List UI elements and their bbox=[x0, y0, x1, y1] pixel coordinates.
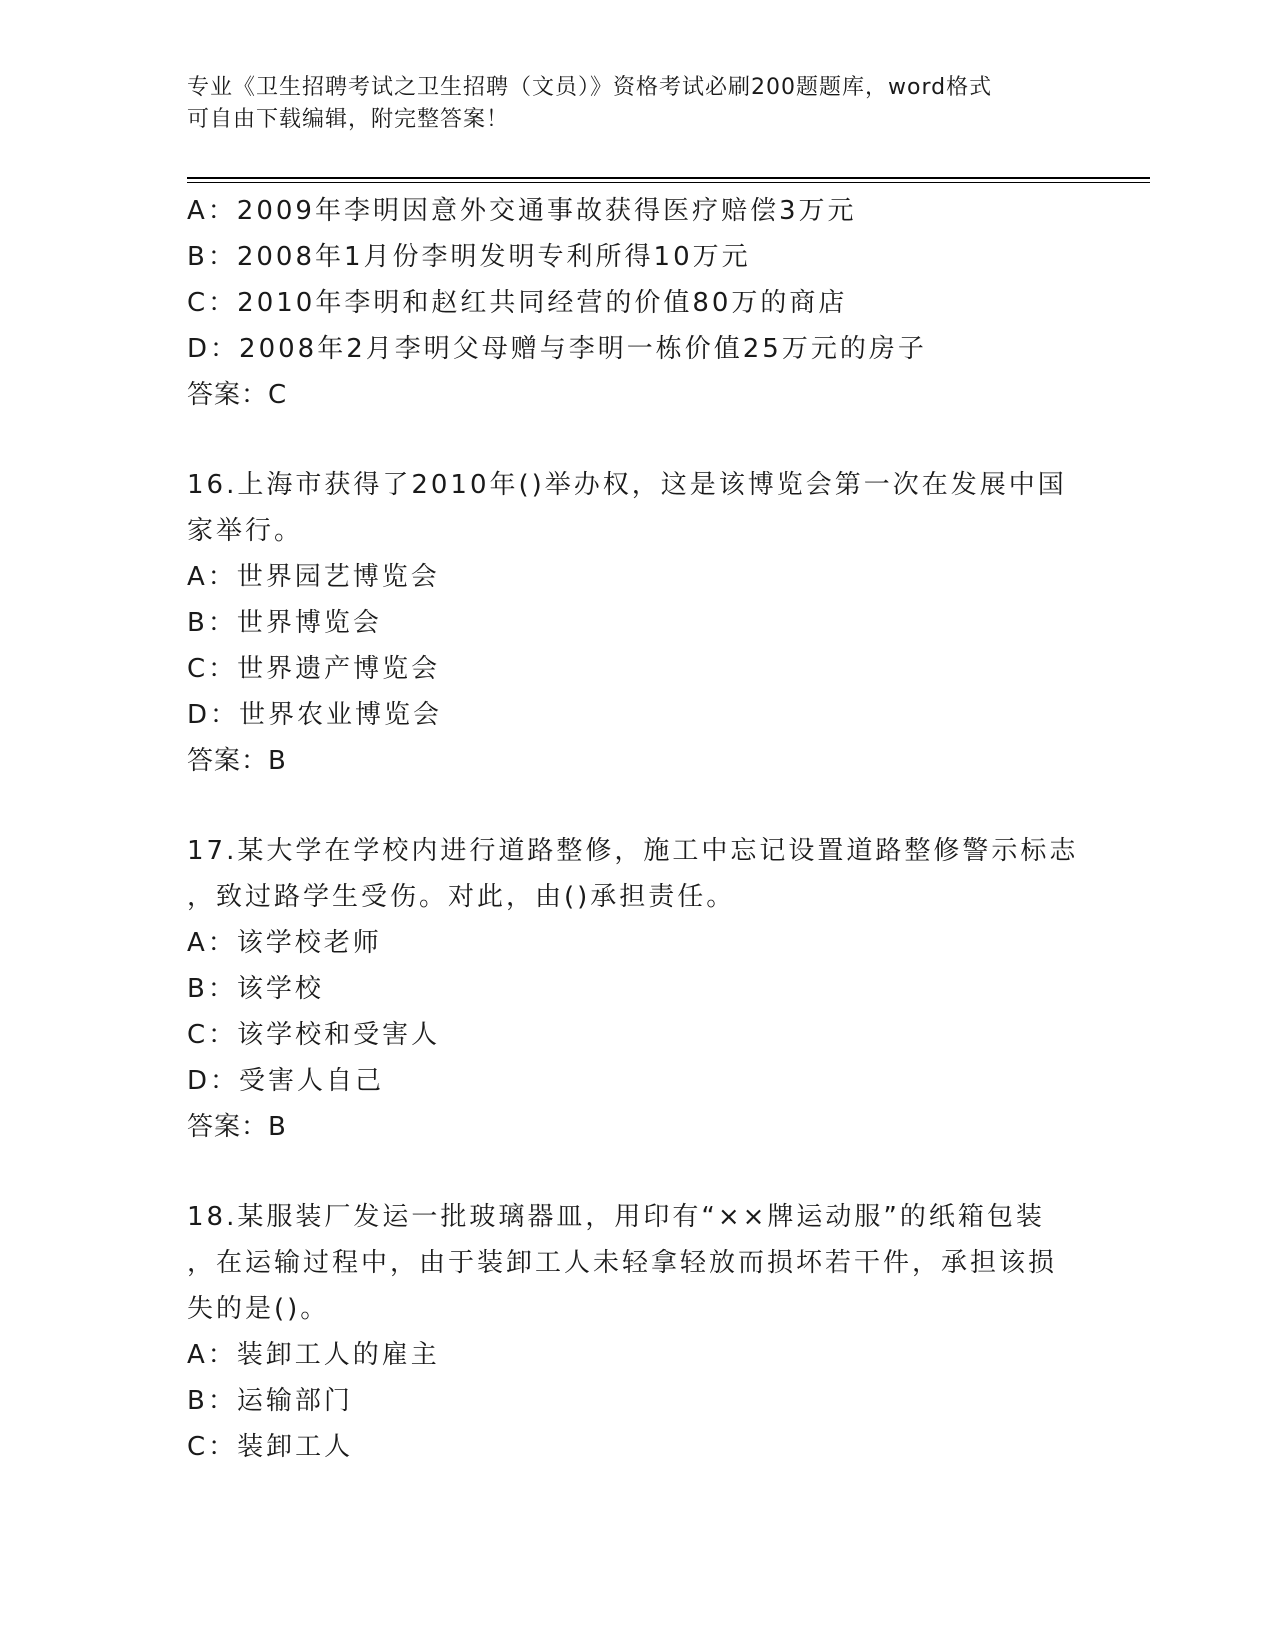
header-line-1: 专业《卫生招聘考试之卫生招聘（文员）》资格考试必刷200题题库，word格式 bbox=[187, 75, 993, 100]
question-stem-line-2: 家举行。 bbox=[187, 516, 304, 546]
option-b: B：2008年1月份李明发明专利所得10万元 bbox=[187, 242, 751, 272]
option-a: A：该学校老师 bbox=[187, 928, 382, 958]
answer: 答案：C bbox=[187, 380, 288, 410]
question-stem-line-1: 18.某服装厂发运一批玻璃器皿，用印有“××牌运动服”的纸箱包装 bbox=[187, 1202, 1045, 1232]
option-b: B：运输部门 bbox=[187, 1386, 353, 1416]
option-a: A：世界园艺博览会 bbox=[187, 562, 440, 592]
option-c: C：装卸工人 bbox=[187, 1432, 354, 1462]
option-d: D：2008年2月李明父母赠与李明一栋价值25万元的房子 bbox=[187, 334, 927, 364]
question-17 bbox=[187, 828, 1087, 1150]
question-18 bbox=[187, 1194, 1087, 1470]
option-c: C：2010年李明和赵红共同经营的价值80万的商店 bbox=[187, 288, 848, 318]
header-divider-thick bbox=[187, 177, 1150, 179]
option-a: A：2009年李明因意外交通事故获得医疗赔偿3万元 bbox=[187, 196, 857, 226]
answer: 答案：B bbox=[187, 1112, 287, 1142]
question-16 bbox=[187, 462, 1087, 784]
option-c: C：世界遗产博览会 bbox=[187, 654, 441, 684]
option-c: C：该学校和受害人 bbox=[187, 1020, 441, 1050]
option-b: B：该学校 bbox=[187, 974, 324, 1004]
header-line-2: 可自由下载编辑，附完整答案！ bbox=[187, 107, 510, 132]
question-stem-line-1: 17.某大学在学校内进行道路整修，施工中忘记设置道路整修警示标志 bbox=[187, 836, 1079, 866]
option-d: D：世界农业博览会 bbox=[187, 700, 443, 730]
option-d: D：受害人自己 bbox=[187, 1066, 385, 1096]
document-header bbox=[187, 72, 1087, 136]
question-stem-line-2: ，在运输过程中，由于装卸工人未轻拿轻放而损坏若干件，承担该损 bbox=[187, 1248, 1058, 1278]
question-stem-line-1: 16.上海市获得了2010年()举办权，这是该博览会第一次在发展中国 bbox=[187, 470, 1067, 500]
question-stem-line-3: 失的是()。 bbox=[187, 1294, 330, 1324]
question-15 bbox=[187, 188, 1087, 418]
header-divider-thin bbox=[187, 182, 1150, 183]
option-a: A：装卸工人的雇主 bbox=[187, 1340, 440, 1370]
question-list bbox=[187, 188, 1087, 1470]
question-stem-line-2: ，致过路学生受伤。对此，由()承担责任。 bbox=[187, 882, 736, 912]
answer: 答案：B bbox=[187, 746, 287, 776]
option-b: B：世界博览会 bbox=[187, 608, 382, 638]
